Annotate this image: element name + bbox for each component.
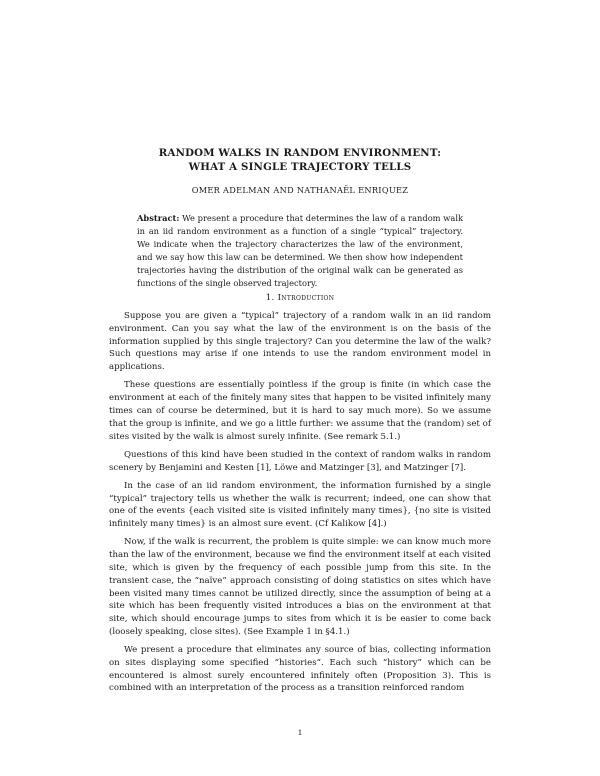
body-text (109, 310, 491, 701)
author-line: OMER ADELMAN AND NATHANAËL ENRIQUEZ (191, 185, 409, 195)
section-heading (110, 293, 490, 303)
paragraph: Suppose you are given a “typical” trajectory of a random walk in an iid random environment. Can you say what the law of the environment is on the basis of the information supplied by this single trajectory? Can you determine the law of the walk? Such questions may arise if one intends to use the random environment model in applications. (109, 311, 491, 373)
paragraph: Questions of this kind have been studied in the context of random walks in random scenery by Benjamini and Kesten [1], Löwe and Matzinger [3], and Matzinger [7]. (109, 449, 491, 473)
paragraph: Now, if the walk is recurrent, the problem is quite simple: we can know much more than the law of the environment, because we find the environment itself at each visited site, which is given by the frequency of each possible jump from this site. In the transient case, the “naïve” approach consisting of doing statistics on sites which have been visited many times cannot be utilized directly, since the assumption of being at a site which has been frequently visited introduces a bias on the environment at that site, which should encourage jumps to sites from which it is be easier to come back (loosely speaking, close sites). (See Example 1 in §4.1.) (109, 537, 491, 637)
title-line-1: RANDOM WALKS IN RANDOM ENVIRONMENT: (158, 147, 442, 159)
title-line-2: WHAT A SINGLE TRAJECTORY TELLS (188, 161, 412, 173)
paragraph: In the case of an iid random environment, the information furnished by a single “typical” trajectory tells us whether the walk is recurrent; indeed, one can show that one of the events {each visited site is visited infinitely many times}, {no site is visited infinitely many times} is an almost sure event. (Cf Kalikow [4].) (109, 480, 491, 530)
section-title: Introduction (277, 293, 335, 303)
paragraph: These questions are essentially pointless if the group is finite (in which case the environment at each of the finitely many sites that happen to be visited infinitely many times can of course be determined, but it is hard to say much more). So we assume that the group is infinite, and we go a little further: we assume that the (random) set of sites visited by the walk is almost surely infinite. (See remark 5.1.) (109, 380, 491, 442)
abstract (137, 212, 463, 289)
paragraph: We present a procedure that eliminates any source of bias, collecting information on sites displaying some specified “histories”. Each such “history” which can be encountered is almost surely encountered infinitely often (Proposition 3). This is combined with an interpretation of the process as a transition reinforced random (109, 645, 491, 694)
abstract-label: Abstract: (137, 213, 180, 223)
paper-title (110, 146, 490, 174)
section-number: 1. (265, 293, 275, 303)
page-number: 1 (297, 728, 303, 737)
abstract-text: We present a procedure that determines the law of a random walk in an iid random environment as a function of a single “typical” trajectory. We indicate when the trajectory characterizes the law of the environment, and we say how this law can be determined. We then show how independent trajectories having the distribution of the original walk can be generated as functions of the single observed trajectory. (137, 213, 463, 288)
